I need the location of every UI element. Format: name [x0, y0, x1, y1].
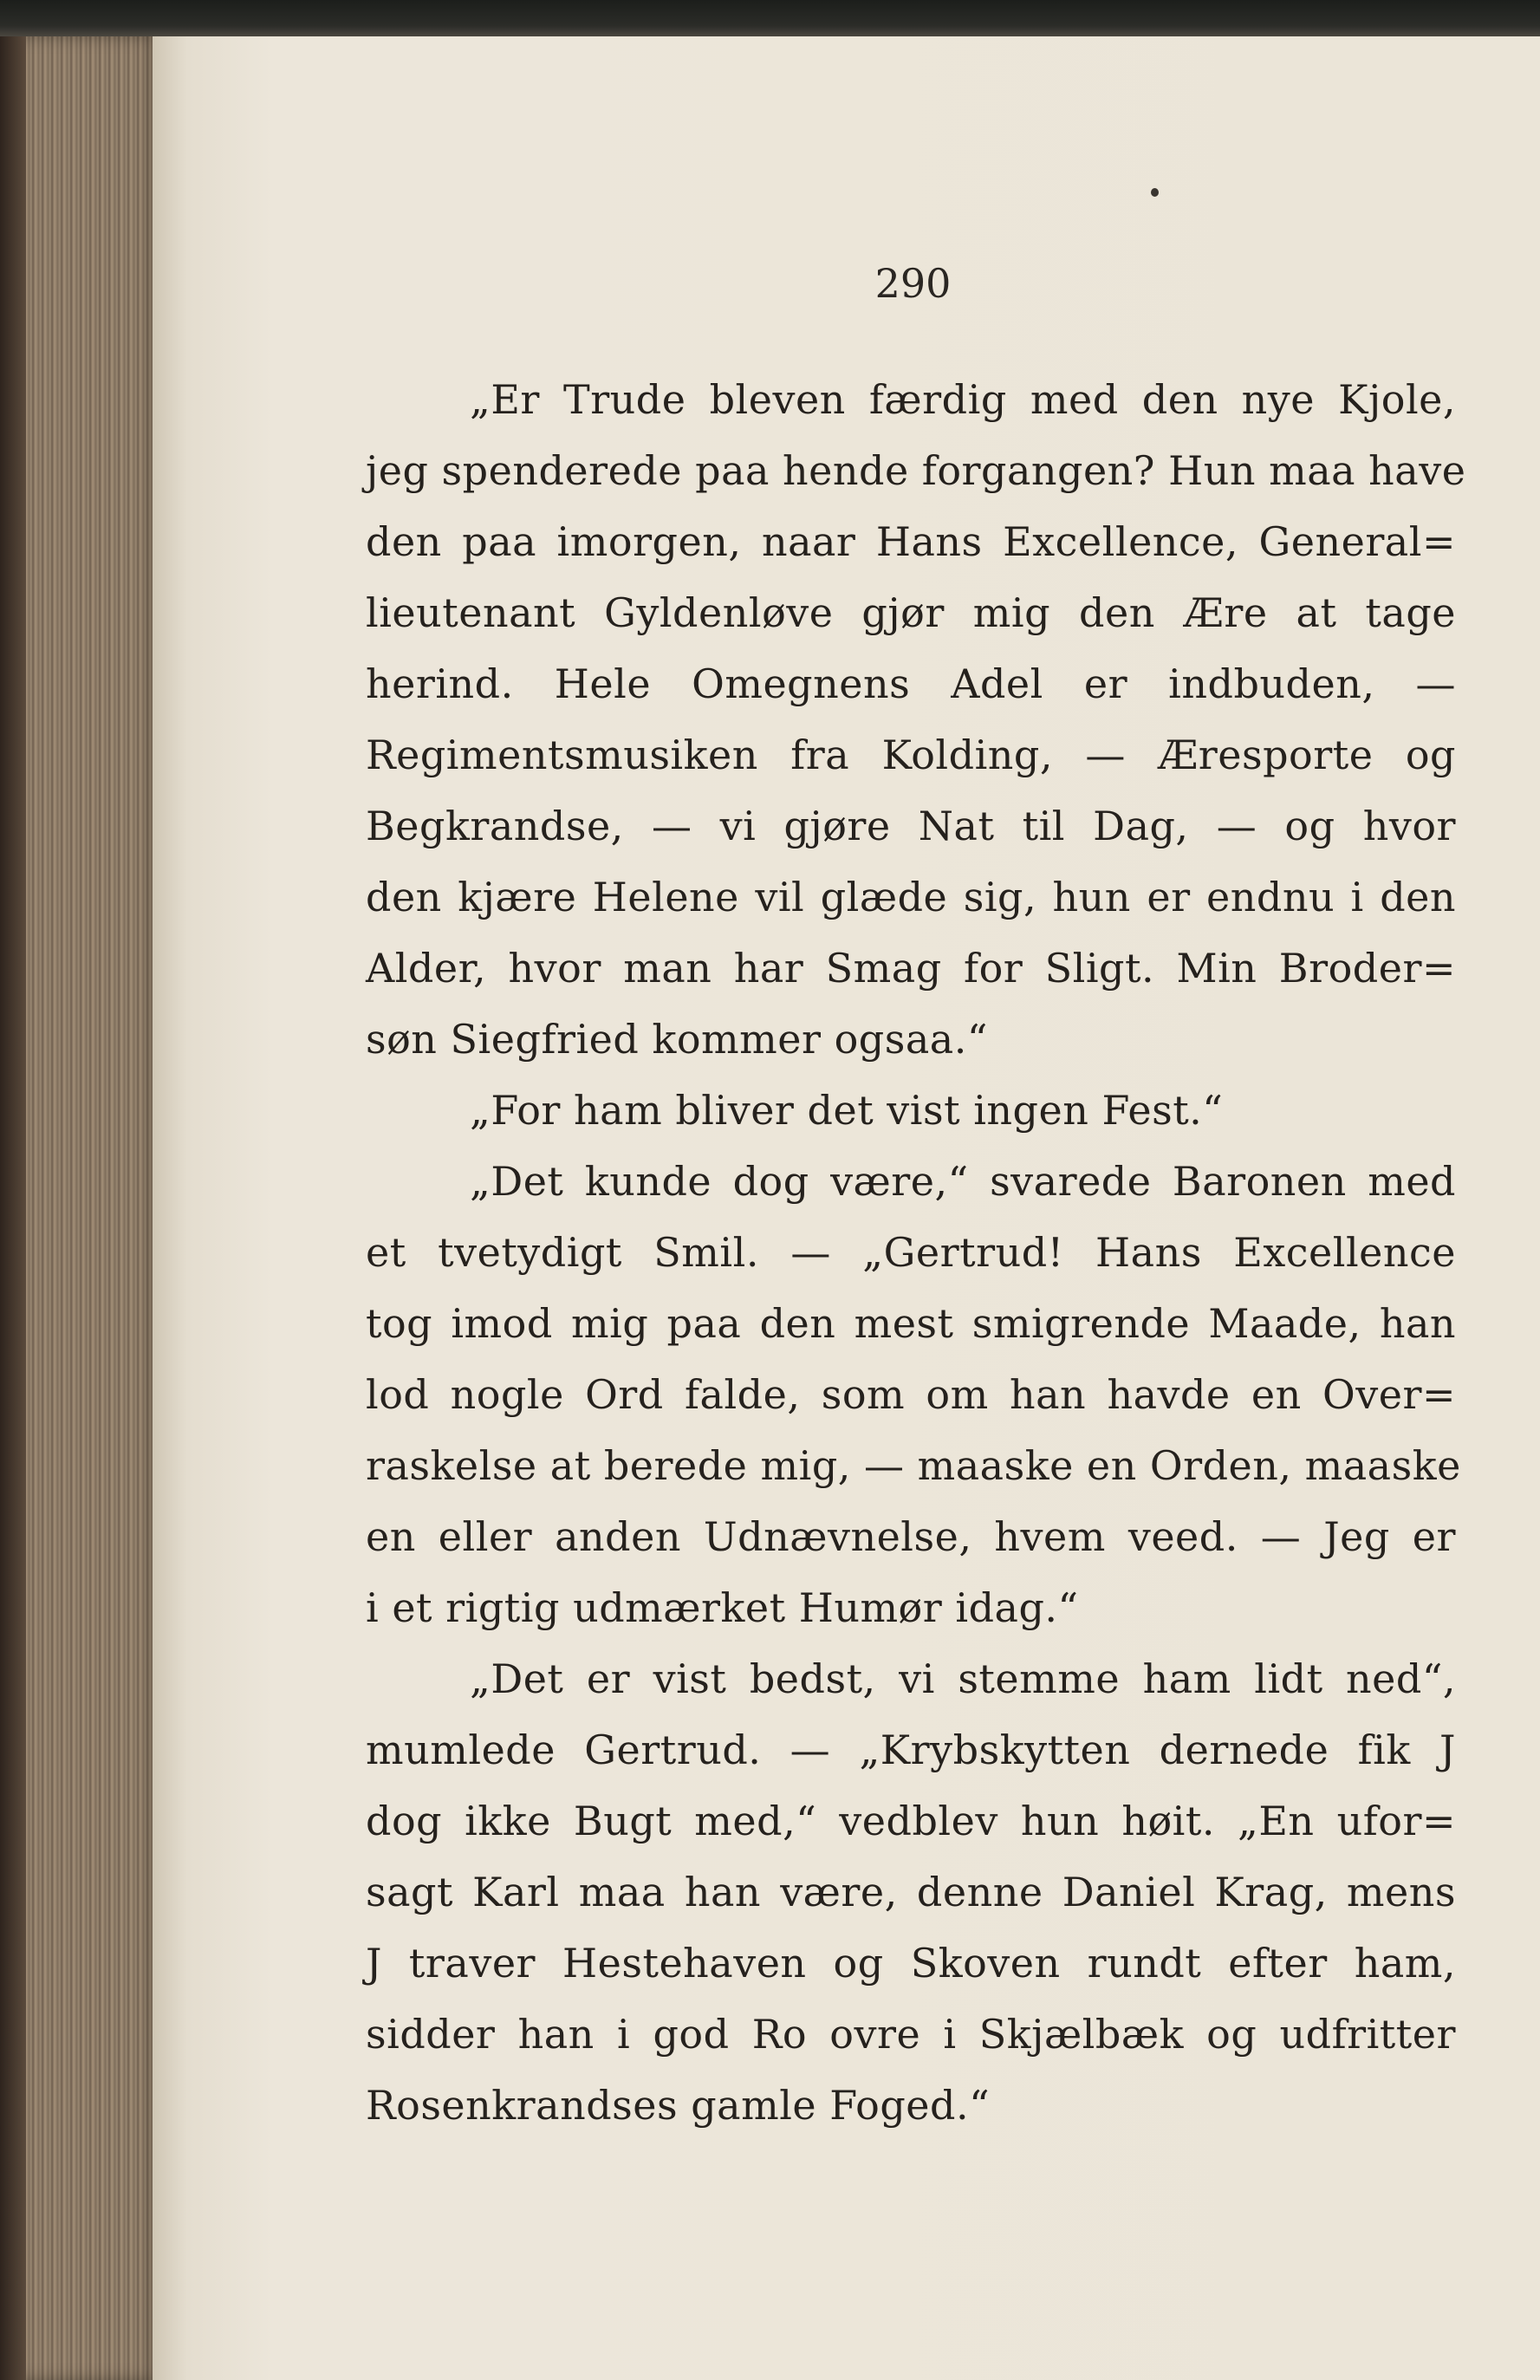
text-line: Rosenkrandses gamle Foged.“ [366, 2082, 991, 2129]
text-line: i et rigtig udmærket Humør idag.“ [366, 1584, 1079, 1631]
text-line: dog ikke Bugt med,“ vedblev hun høit. „En ufor= [366, 1798, 1456, 1844]
text-line: Begkrandse, — vi gjøre Nat til Dag, — og hvor [366, 803, 1456, 849]
text-line: „Det er vist bedst, vi stemme ham lidt ned“, [470, 1655, 1456, 1702]
text-line: lod nogle Ord falde, som om han havde en Over= [366, 1371, 1456, 1418]
text-line: den paa imorgen, naar Hans Excellence, General= [366, 518, 1456, 565]
text-line: Alder, hvor man har Smag for Sligt. Min Broder= [366, 945, 1456, 992]
text-line: sagt Karl maa han være, denne Daniel Krag, mens [366, 1869, 1456, 1915]
text-line: J traver Hestehaven og Skoven rundt efter ham, [366, 1940, 1456, 1987]
text-line: mumlede Gertrud. — „Krybskytten dernede fik J [366, 1726, 1456, 1773]
text-line: tog imod mig paa den mest smigrende Maade, han [366, 1300, 1456, 1347]
text-line: lieutenant Gyldenløve gjør mig den Ære at tage [366, 589, 1456, 636]
text-line: jeg spenderede paa hende forgangen? Hun maa have [366, 447, 1466, 494]
text-line: den kjære Helene vil glæde sig, hun er endnu i den [366, 874, 1456, 920]
text-line: „Er Trude bleven færdig med den nye Kjole, [470, 376, 1456, 423]
text-line: en eller anden Udnævnelse, hvem veed. — Jeg er [366, 1513, 1456, 1560]
text-line: søn Siegfried kommer ogsaa.“ [366, 1016, 988, 1063]
book-cover-edge [0, 36, 26, 2380]
text-line: Regimentsmusiken fra Kolding, — Æresporte og [366, 732, 1456, 778]
book-binding-top [0, 0, 1540, 36]
page-text [366, 364, 1466, 2141]
text-line: herind. Hele Omegnens Adel er indbuden, — [366, 660, 1456, 707]
text-line: raskelse at berede mig, — maaske en Orden, maaske [366, 1442, 1461, 1489]
text-line: „For ham bliver det vist ingen Fest.“ [470, 1087, 1224, 1134]
text-line: sidder han i god Ro ovre i Skjælbæk og udfritter [366, 2011, 1456, 2058]
text-line: et tvetydigt Smil. — „Gertrud! Hans Excellence [366, 1229, 1456, 1276]
page-number: 290 [874, 260, 952, 307]
ink-spot [1151, 188, 1159, 197]
text-line: „Det kunde dog være,“ svarede Baronen med [470, 1158, 1456, 1205]
